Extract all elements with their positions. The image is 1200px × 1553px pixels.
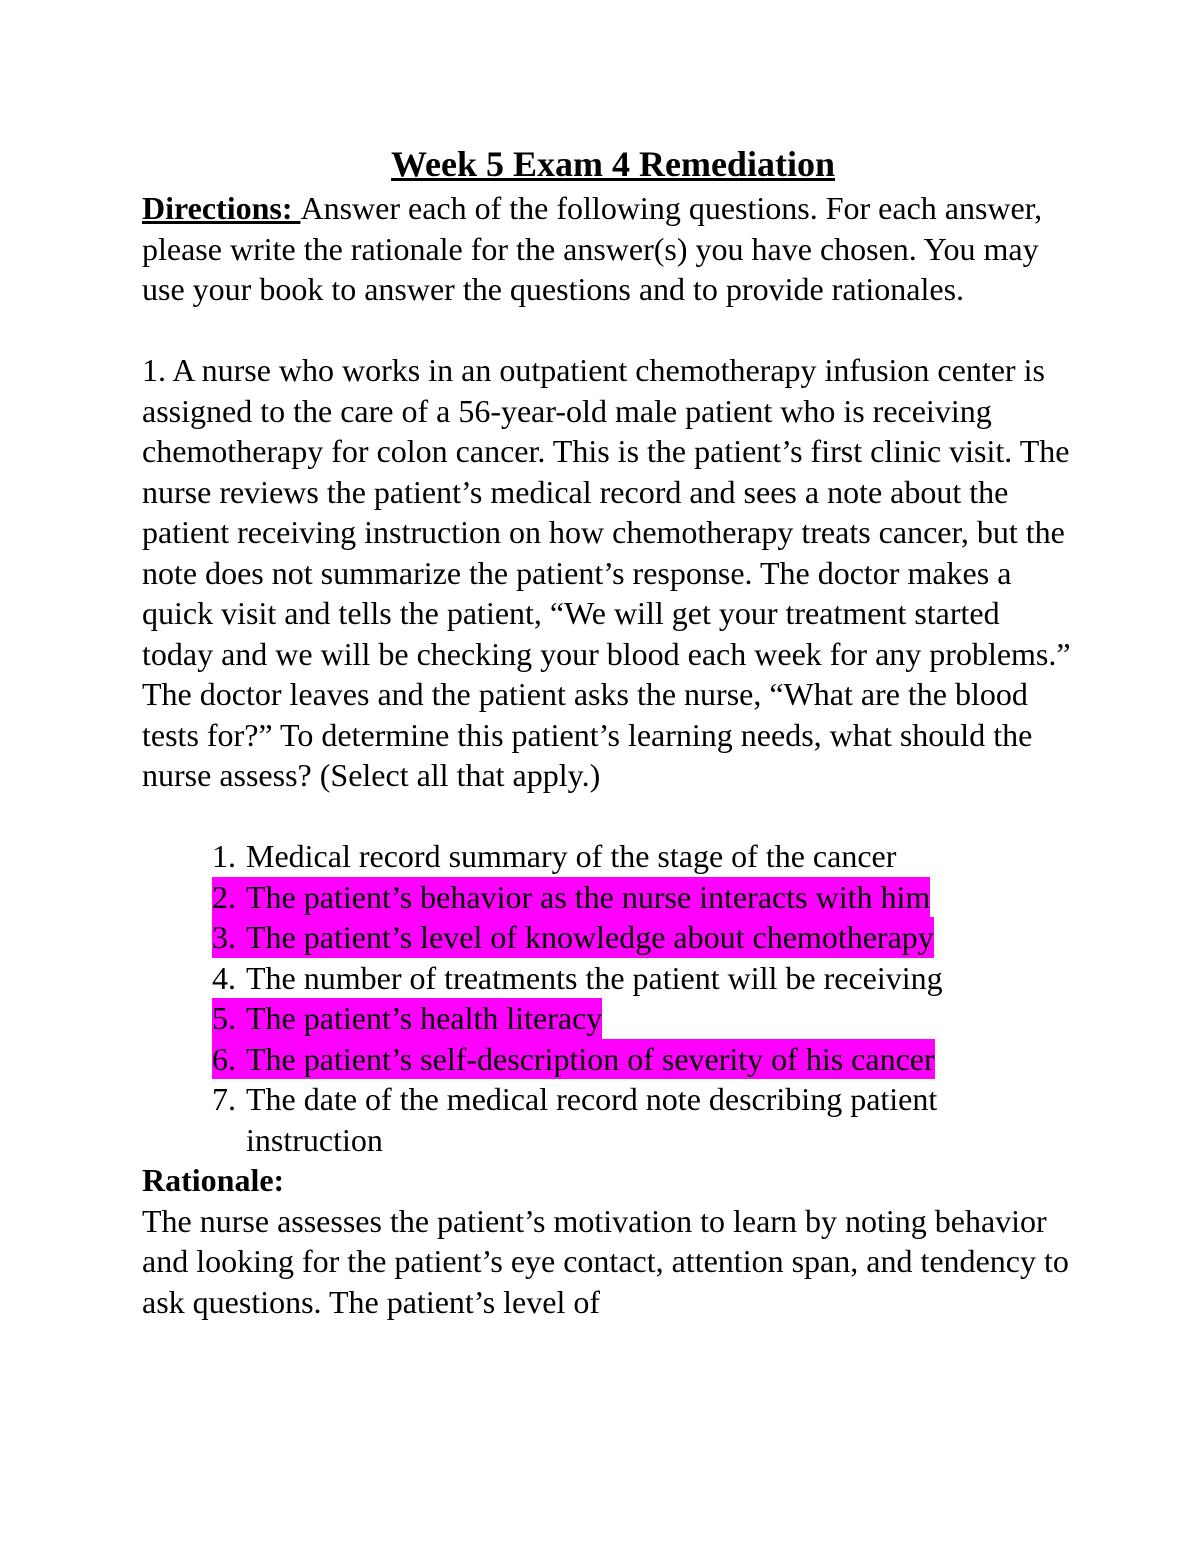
rationale-label: Rationale: [142,1162,285,1198]
answer-option-number: 1. [212,838,236,874]
answer-option-4 [212,958,1072,999]
directions-paragraph [142,188,1072,310]
answer-option-number: 3. [212,917,246,958]
answer-option-7 [212,1079,1072,1160]
answer-option-text: The patient’s level of knowledge about chemotherapy [246,917,934,958]
blank-line [142,310,1072,351]
rationale-text: The nurse assesses the patient’s motivation to learn by noting behavior and looking for the patient’s eye contact, attention span, and tendency to ask questions. The patient’s level of [142,1202,1069,1320]
document-page [142,140,1072,1322]
answer-option-text: The date of the medical record note describing patient instruction [246,1081,938,1158]
answer-option-1 [212,836,1072,877]
answer-option-number: 6. [212,1039,246,1080]
answer-option-number: 2. [212,877,246,918]
answer-option-text: Medical record summary of the stage of the cancer [246,838,897,874]
answer-option-2 [212,877,1072,918]
question-text: 1. A nurse who works in an outpatient chemotherapy infusion center is assigned to the care of a 56-year-old male patient who is receiving chemotherapy for colon cancer. This is the patient’s first clinic visit. The nurse reviews the patient’s medical record and sees a note about the patient receiving instruction on how chemotherapy treats cancer, but the note does not summarize the patient’s response. The doctor makes a quick visit and tells the patient, “We will get your treatment started today and we will be checking your blood each week for any problems.” The doctor leaves and the patient asks the nurse, “What are the blood tests for?” To determine this patient’s learning needs, what should the nurse assess? (Select all that apply.) [142,352,1071,793]
document-title: Week 5 Exam 4 Remediation [391,144,835,184]
answer-option-number: 7. [212,1081,236,1117]
answer-options-list [142,836,1072,1160]
answer-option-text: The number of treatments the patient will be receiving [246,959,943,996]
answer-option-text: The patient’s health literacy [246,998,602,1039]
answer-option-text: The patient’s behavior as the nurse interacts with him [246,877,930,918]
answer-option-6 [212,1039,1072,1080]
answer-option-text: The patient’s self-description of severity of his cancer [246,1039,935,1080]
answer-option-3 [212,917,1072,958]
answer-option-5 [212,998,1072,1039]
answer-option-number: 5. [212,998,246,1039]
directions-text: Answer each of the following questions. For each answer, please write the rationale for the answer(s) you have chosen. You may use your book to answer the questions and to provide rationales. [142,190,1043,307]
answer-option-number: 4. [212,959,236,996]
directions-label: Directions: [142,190,301,226]
